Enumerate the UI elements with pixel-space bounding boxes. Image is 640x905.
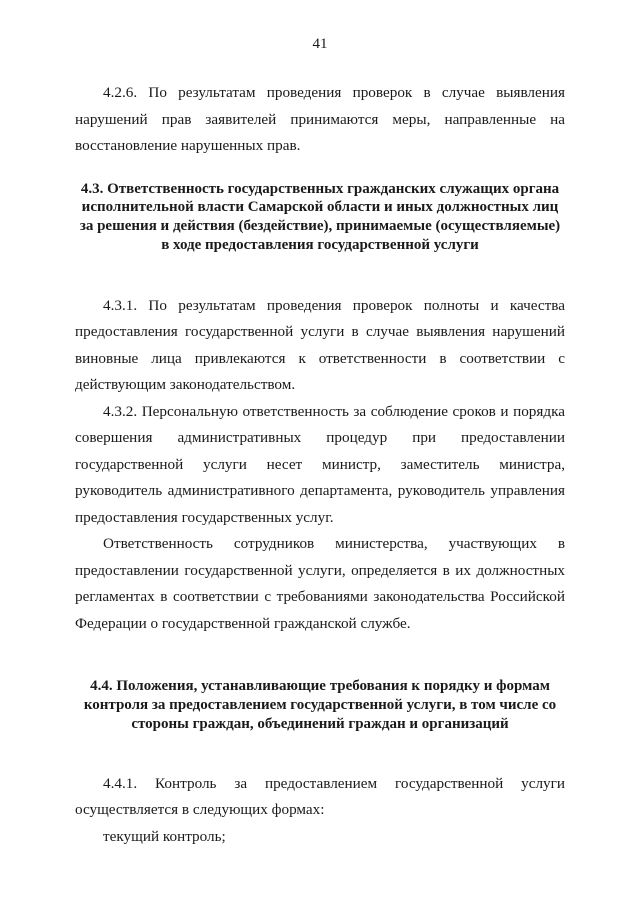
paragraph-4-3-2: 4.3.2. Персональную ответственность за соблюдение сроков и порядка совершения административных процедур при предоставлении государственной услуги несет министр, заместитель министра, руководитель административного департамента, руководитель управления предоставления государственных услуг. [75,402,565,526]
paragraph-4-2-6: 4.2.6. По результатам проведения проверок в случае выявления нарушений прав заявителей принимаются меры, направленные на восстановление нарушенных прав. [75,84,565,154]
paragraph-4-3-1: 4.3.1. По результатам проведения проверок полноты и качества предоставления государственной услуги в случае выявления нарушений виновные лица привлекаются к ответственности в соответствии с действующим законодательством. [75,296,565,394]
paragraph-4-4-1: 4.4.1. Контроль за предоставлением государственной услуги осуществляется в следующих формах: [75,774,565,819]
section-heading-4-3: 4.3. Ответственность государственных гражданских служащих органа исполнительной власти Самарской области и иных должностных лиц за решения и действия (бездействие), принимаемые (осуществляемые) в ходе предоставления государственной услуги [79,180,561,253]
paragraph-current-control: текущий контроль; [103,827,226,845]
page-number: 41 [312,36,328,52]
document-body [75,80,565,850]
paragraph-staff-responsibility: Ответственность сотрудников министерства, участвующих в предоставлении государственной услуги, определяется в их должностных регламентах в соответствии с требованиями законодательства Российской Федерации о государственной гражданской службе. [75,535,565,632]
section-heading-4-4: 4.4. Положения, устанавливающие требования к порядку и формам контроля за предоставлением государственной услуги, в том числе со стороны граждан, объединений граждан и организаций [83,678,557,732]
